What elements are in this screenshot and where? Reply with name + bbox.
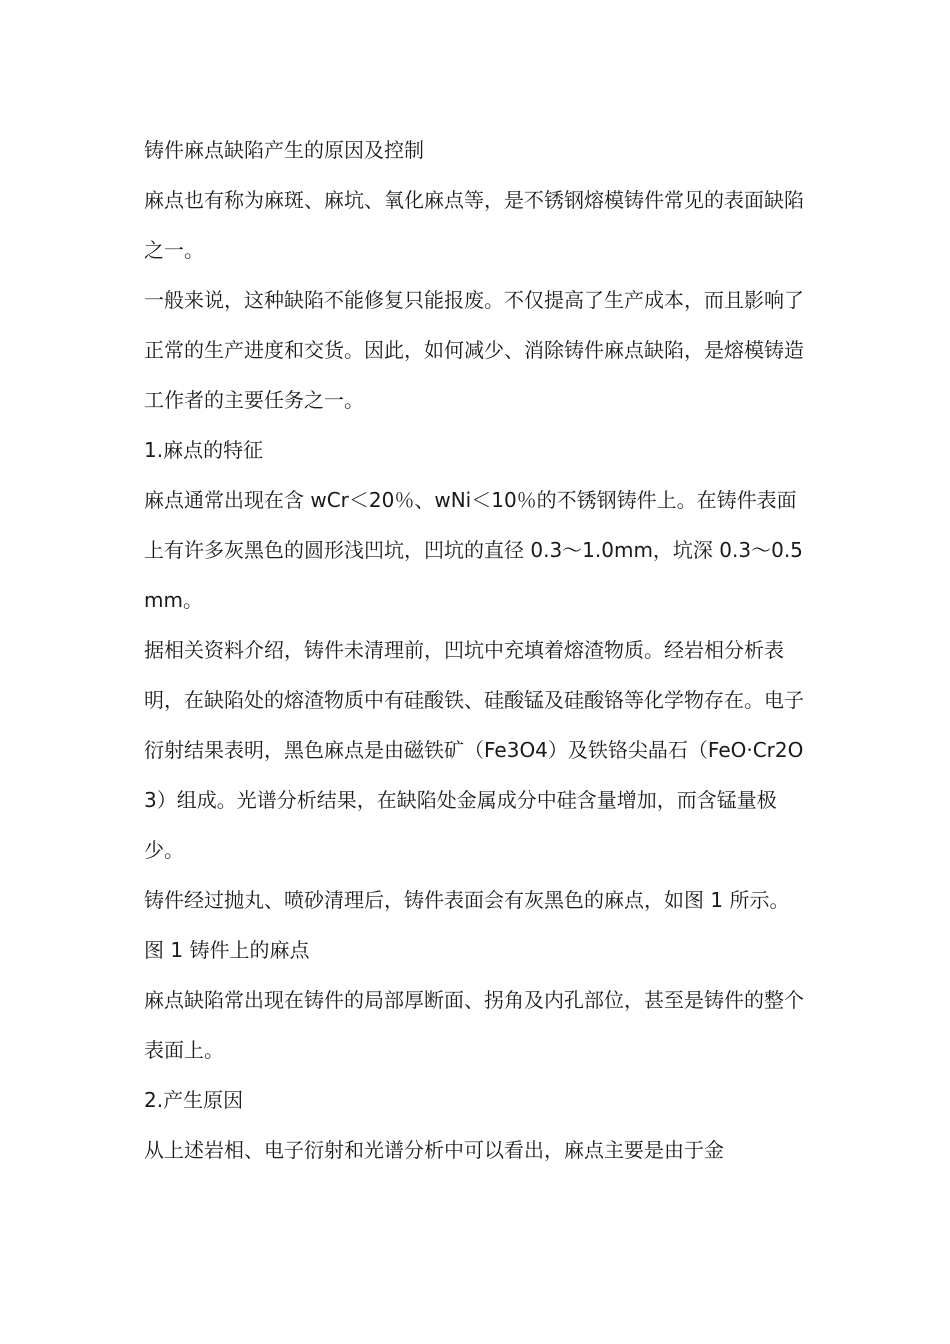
- paragraph: 据相关资料介绍，铸件未清理前，凹坑中充填着熔渣物质。经岩相分析表明，在缺陷处的熔渣物质中有硅酸铁、硅酸锰及硅酸铬等化学物存在。电子衍射结果表明，黑色麻点是由磁铁矿（Fe3O4）及铁铬尖晶石（FeO·Cr2O3）组成。光谱分析结果，在缺陷处金属成分中硅含量增加，而含锰量极少。: [144, 638, 804, 862]
- paragraph: 麻点缺陷常出现在铸件的局部厚断面、拐角及内孔部位，甚至是铸件的整个表面上。: [144, 988, 804, 1062]
- paragraph: 铸件经过抛丸、喷砂清理后，铸件表面会有灰黑色的麻点，如图 1 所示。: [144, 888, 790, 912]
- paragraph: 麻点通常出现在含 wCr＜20％、wNi＜10％的不锈钢铸件上。在铸件表面上有许多灰黑色的圆形浅凹坑，凹坑的直径 0.3～1.0mm，坑深 0.3～0.5mm。: [144, 488, 803, 612]
- paragraph: 从上述岩相、电子衍射和光谱分析中可以看出，麻点主要是由于金: [144, 1138, 724, 1162]
- document-body: [144, 125, 808, 1175]
- figure-caption: 图 1 铸件上的麻点: [144, 938, 310, 962]
- document-title: 铸件麻点缺陷产生的原因及控制: [144, 138, 424, 162]
- section-heading: 2.产生原因: [144, 1088, 244, 1112]
- paragraph: 一般来说，这种缺陷不能修复只能报废。不仅提高了生产成本，而且影响了正常的生产进度和交货。因此，如何减少、消除铸件麻点缺陷，是熔模铸造工作者的主要任务之一。: [144, 288, 804, 412]
- section-heading: 1.麻点的特征: [144, 438, 264, 462]
- paragraph: 麻点也有称为麻斑、麻坑、氧化麻点等，是不锈钢熔模铸件常见的表面缺陷之一。: [144, 188, 804, 262]
